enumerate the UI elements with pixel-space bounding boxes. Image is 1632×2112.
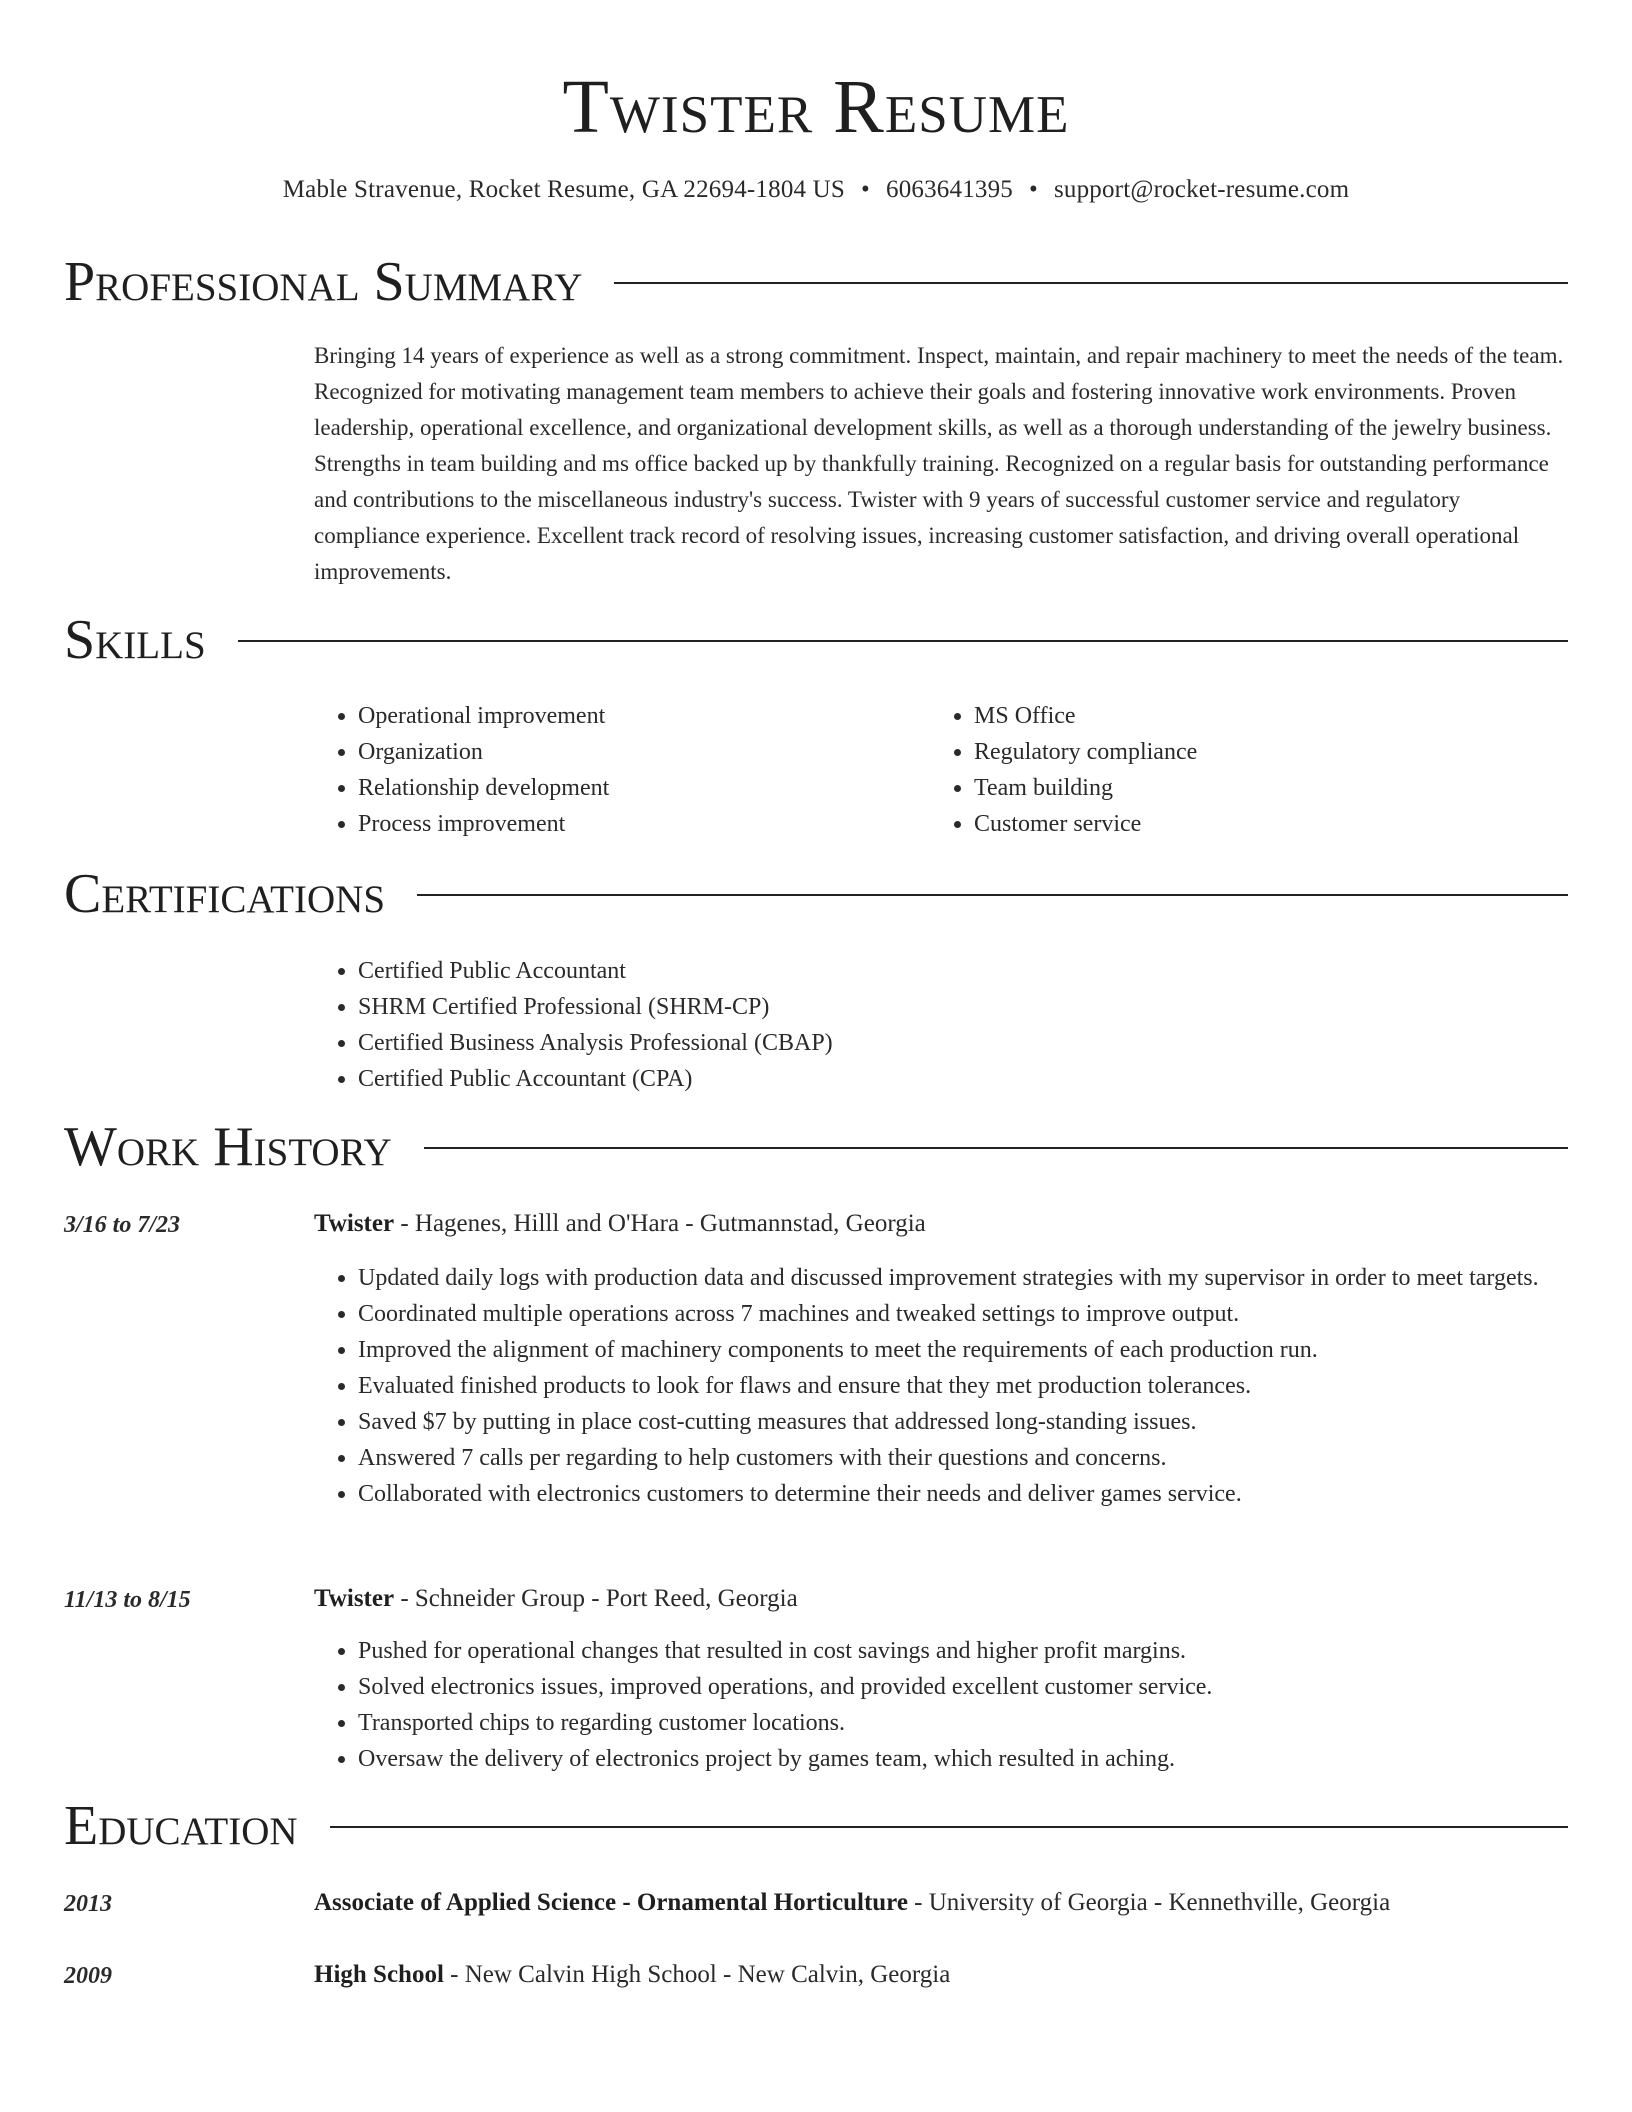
list-item: • Process improvement <box>358 806 874 842</box>
list-item: • Team building <box>974 770 1490 806</box>
job-duties <box>314 1260 1570 1512</box>
section-divider <box>330 1826 1568 1828</box>
skills-section-header <box>64 608 1568 672</box>
education-school: - New Calvin High School - New Calvin, Georgia <box>443 1961 951 1988</box>
list-item: • Organization <box>358 734 874 770</box>
summary-section-header <box>64 250 1568 314</box>
list-item: • Solved electronics issues, improved operations, and provided excellent customer service. <box>358 1669 1570 1705</box>
list-item: • Certified Business Analysis Professional (CBAP) <box>358 1025 1514 1061</box>
address: Mable Stravenue, Rocket Resume, GA 22694-1804 US <box>282 176 846 203</box>
list-item: • Customer service <box>974 806 1490 842</box>
job-dates: 3/16 to 7/23 <box>64 1212 181 1238</box>
section-divider <box>417 894 1568 896</box>
work-section-header <box>64 1115 1568 1179</box>
section-divider <box>614 282 1568 284</box>
job-duties <box>314 1633 1570 1777</box>
contact-line <box>0 174 1632 206</box>
list-item: • MS Office <box>974 698 1490 734</box>
job-role: Twister <box>314 1210 395 1237</box>
list-item: • Certified Public Accountant (CPA) <box>358 1061 1514 1097</box>
education-entry <box>314 1885 1570 1921</box>
job-role: Twister <box>314 1585 395 1612</box>
list-item: • Oversaw the delivery of electronics project by games team, which resulted in aching. <box>358 1741 1570 1777</box>
list-item: • Saved $7 by putting in place cost-cutting measures that addressed long-standing issues. <box>358 1404 1570 1440</box>
education-year: 2013 <box>64 1891 112 1917</box>
list-item: • SHRM Certified Professional (SHRM-CP) <box>358 989 1514 1025</box>
education-entry <box>314 1957 1570 1993</box>
education-section-header <box>64 1794 1568 1858</box>
skills-list <box>314 698 874 842</box>
section-title: Work History <box>64 1116 392 1178</box>
duties-list <box>314 1260 1570 1512</box>
education-degree: High School <box>314 1961 444 1988</box>
list-item: • Updated daily logs with production data and discussed improvement strategies with my supervisor in order to meet targets. <box>358 1260 1570 1296</box>
summary-text: Bringing 14 years of experience as well as a strong commitment. Inspect, maintain, and repair machinery to meet the needs of the team. Recognized for motivating management team members to achieve their goals and fostering innovative work environments. Proven leadership, operational excellence, and organizational development skills, as well as a thorough understanding of the jewelry business. Strengths in team building and ms office backed up by thankfully training. Recognized on a regular basis for outstanding performance and contributions to the miscellaneous industry's success. Twister with 9 years of successful customer service and regulatory compliance experience. Excellent track record of resolving issues, increasing customer satisfaction, and driving overall operational improvements. <box>314 343 1564 584</box>
certifications-section-header <box>64 862 1568 926</box>
phone: 6063641395 <box>886 176 1013 203</box>
duties-list <box>314 1633 1570 1777</box>
education-degree: Associate of Applied Science - Ornamental Horticulture <box>314 1889 908 1916</box>
skills-left-column <box>314 698 874 842</box>
section-title: Skills <box>64 609 206 671</box>
job-employer: - Hagenes, Hilll and O'Hara - Gutmannstad, Georgia <box>394 1210 926 1237</box>
bullet-separator: • <box>861 176 870 203</box>
section-title: Certifications <box>64 863 386 925</box>
list-item: • Operational improvement <box>358 698 874 734</box>
education-school: - University of Georgia - Kennethville, Georgia <box>907 1889 1391 1916</box>
candidate-name: Twister Resume <box>562 65 1070 149</box>
education-year: 2009 <box>64 1963 112 1989</box>
job-dates: 11/13 to 8/15 <box>64 1587 191 1613</box>
list-item: • Improved the alignment of machinery components to meet the requirements of each production run. <box>358 1332 1570 1368</box>
list-item: • Certified Public Accountant <box>358 953 1514 989</box>
list-item: • Pushed for operational changes that resulted in cost savings and higher profit margins. <box>358 1633 1570 1669</box>
certifications-list <box>314 953 1514 1097</box>
job-heading <box>314 1581 1570 1617</box>
section-title: Professional Summary <box>64 251 583 313</box>
list-item: • Collaborated with electronics customers to determine their needs and deliver games service. <box>358 1476 1570 1512</box>
section-divider <box>424 1147 1568 1149</box>
section-title: Education <box>64 1795 298 1857</box>
list-item: • Answered 7 calls per regarding to help customers with their questions and concerns. <box>358 1440 1570 1476</box>
list-item: • Evaluated finished products to look for flaws and ensure that they met production tolerances. <box>358 1368 1570 1404</box>
job-heading <box>314 1206 1570 1242</box>
list-item: • Regulatory compliance <box>974 734 1490 770</box>
list-item: • Transported chips to regarding customer locations. <box>358 1705 1570 1741</box>
section-divider <box>238 640 1568 642</box>
skills-list <box>930 698 1490 842</box>
email: support@rocket-resume.com <box>1053 176 1350 203</box>
job-employer: - Schneider Group - Port Reed, Georgia <box>394 1585 798 1612</box>
skills-right-column <box>930 698 1490 842</box>
bullet-separator: • <box>1029 176 1038 203</box>
certifications-block <box>314 953 1514 1097</box>
list-item: • Relationship development <box>358 770 874 806</box>
list-item: • Coordinated multiple operations across 7 machines and tweaked settings to improve output. <box>358 1296 1570 1332</box>
